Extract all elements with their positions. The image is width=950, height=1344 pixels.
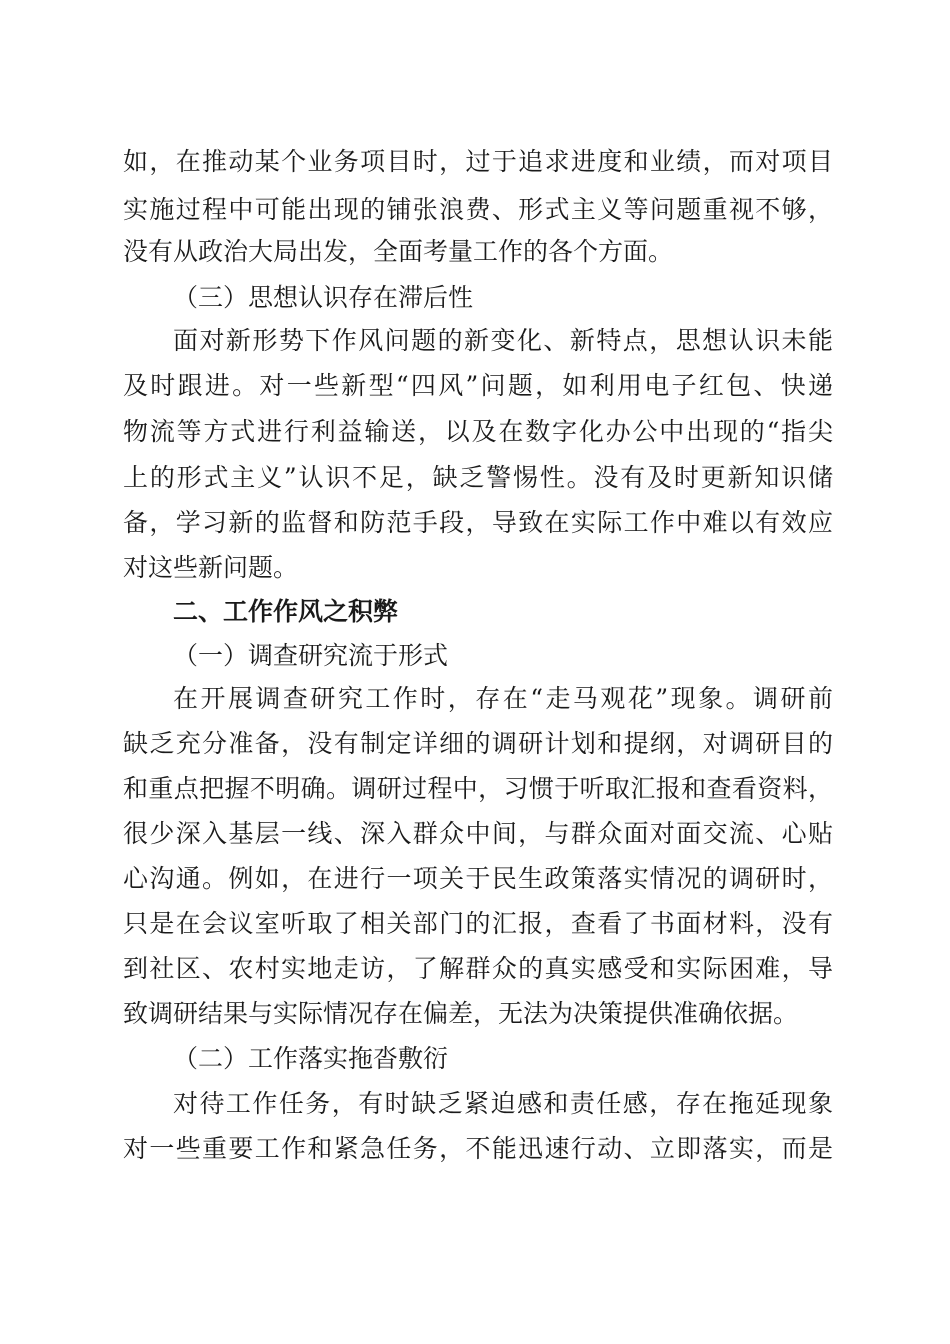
paragraph-line: 对待工作任务，有时缺乏紧迫感和责任感，存在拖延现象	[173, 1089, 833, 1118]
paragraph-line: 缺乏充分准备，没有制定详细的调研计划和提纲，对调研目的	[123, 729, 833, 758]
section-heading: （一）调查研究流于形式	[173, 641, 449, 670]
paragraph-line: 和重点把握不明确。调研过程中，习惯于听取汇报和查看资料，	[123, 774, 833, 803]
paragraph-line: 物流等方式进行利益输送，以及在数字化办公中出现的“指尖	[123, 417, 833, 446]
paragraph-line: 心沟通。例如，在进行一项关于民生政策落实情况的调研时，	[123, 864, 833, 893]
paragraph-line: 没有从政治大局出发，全面考量工作的各个方面。	[123, 237, 674, 266]
paragraph-line: 面对新形势下作风问题的新变化、新特点，思想认识未能	[173, 326, 833, 355]
paragraph-line: 对一些重要工作和紧急任务，不能迅速行动、立即落实，而是	[123, 1134, 833, 1163]
paragraph-line: 致调研结果与实际情况存在偏差，无法为决策提供准确依据。	[123, 999, 799, 1028]
chapter-heading: 二、工作作风之积弊	[173, 597, 399, 626]
paragraph-line: 及时跟进。对一些新型“四风”问题，如利用电子红包、快递	[123, 371, 833, 400]
paragraph-line: 备，学习新的监督和防范手段，导致在实际工作中难以有效应	[123, 508, 833, 537]
paragraph-line: 很少深入基层一线、深入群众中间，与群众面对面交流、心贴	[123, 819, 833, 848]
paragraph-line: 如，在推动某个业务项目时，过于追求进度和业绩，而对项目	[123, 147, 833, 176]
paragraph-line: 在开展调查研究工作时，存在“走马观花”现象。调研前	[173, 684, 833, 713]
paragraph-line: 上的形式主义”认识不足，缺乏警惕性。没有及时更新知识储	[123, 463, 833, 492]
paragraph-line: 到社区、农村实地走访，了解群众的真实感受和实际困难，导	[123, 954, 833, 983]
paragraph-line: 实施过程中可能出现的铺张浪费、形式主义等问题重视不够，	[123, 195, 833, 224]
paragraph-line: 只是在会议室听取了相关部门的汇报，查看了书面材料，没有	[123, 909, 833, 938]
section-heading: （三）思想认识存在滞后性	[173, 283, 474, 312]
paragraph-line: 对这些新问题。	[123, 553, 299, 582]
section-heading: （二）工作落实拖沓敷衍	[173, 1044, 449, 1073]
